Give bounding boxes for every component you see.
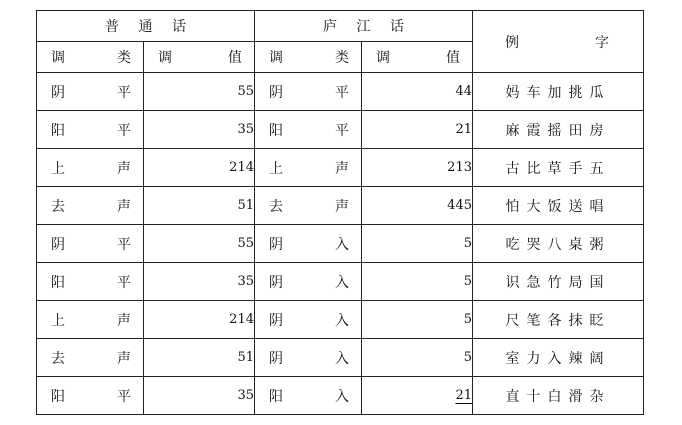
header-examples-char-1: 例: [505, 34, 519, 51]
lj-tone-class-char-2: 入: [335, 274, 349, 291]
pth-tone-value-cell: 55: [144, 73, 255, 111]
table-row: [37, 339, 644, 377]
example-chars-cell: 室力入辣阔: [473, 339, 644, 377]
table-row: [37, 73, 644, 111]
pth-tone-class-cell: [37, 377, 144, 415]
table-row: [37, 263, 644, 301]
lj-tone-class-char-2: 声: [335, 198, 349, 215]
pth-tone-class-cell: [37, 111, 144, 149]
lj-tone-class-cell: [255, 225, 362, 263]
lj-tone-value: 445: [447, 198, 472, 213]
lj-tone-class-char-1: 去: [269, 198, 283, 215]
lj-tone-value: 5: [463, 236, 472, 251]
header-putonghua-char-2: 通: [138, 19, 153, 35]
header-examples: [473, 11, 644, 73]
pth-tone-class-char-2: 声: [117, 160, 131, 177]
header-lj-tone-value-char-2: 值: [446, 50, 460, 66]
lj-tone-class-cell: [255, 149, 362, 187]
table-row: [37, 377, 644, 415]
table-row: [37, 301, 644, 339]
header-lujiang-char-1: 庐: [323, 19, 337, 35]
header-pth-tone-value-char-2: 值: [228, 50, 242, 66]
pth-tone-class-char-2: 声: [117, 198, 131, 215]
pth-tone-value-cell: 214: [144, 301, 255, 339]
pth-tone-class-cell: [37, 149, 144, 187]
pth-tone-class-char-1: 去: [51, 198, 65, 215]
lj-tone-value-cell: [362, 73, 473, 111]
header-pth-tone-class: [37, 42, 144, 73]
lj-tone-value: 5: [463, 312, 472, 327]
pth-tone-value-cell: 55: [144, 225, 255, 263]
lj-tone-value: 5: [463, 350, 472, 365]
pth-tone-value-cell: 214: [144, 149, 255, 187]
lj-tone-class-cell: [255, 73, 362, 111]
header-lujiang: [255, 11, 473, 42]
pth-tone-class-char-1: 阳: [51, 274, 65, 291]
header-examples-char-2: 字: [595, 34, 609, 51]
example-chars-cell: 古比草手五: [473, 149, 644, 187]
pth-tone-class-char-2: 平: [117, 122, 131, 139]
lj-tone-class-char-1: 阴: [269, 274, 283, 291]
pth-tone-class-char-1: 阴: [51, 84, 65, 101]
example-chars-cell: 直十白滑杂: [473, 377, 644, 415]
pth-tone-class-cell: [37, 301, 144, 339]
header-lj-tone-class: [255, 42, 362, 73]
lj-tone-class-char-1: 阴: [269, 312, 283, 329]
pth-tone-class-char-1: 阳: [51, 122, 65, 139]
header-row-groups: [37, 11, 644, 42]
header-lujiang-char-2: 江: [356, 19, 371, 35]
header-putonghua-char-1: 普: [105, 19, 119, 35]
header-lj-tone-value-char-1: 调: [376, 50, 390, 66]
lj-tone-value: 21: [455, 122, 472, 137]
header-putonghua: [37, 11, 255, 42]
lj-tone-class-char-1: 阳: [269, 122, 283, 139]
pth-tone-class-char-1: 阴: [51, 236, 65, 253]
lj-tone-class-cell: [255, 111, 362, 149]
pth-tone-class-char-1: 上: [51, 312, 65, 329]
lj-tone-class-char-2: 平: [335, 84, 349, 101]
lj-tone-value-cell: [362, 149, 473, 187]
pth-tone-class-char-1: 上: [51, 160, 65, 177]
lj-tone-value: 44: [455, 84, 472, 99]
pth-tone-class-char-1: 阳: [51, 388, 65, 405]
pth-tone-class-char-2: 声: [117, 312, 131, 329]
lj-tone-class-char-1: 阳: [269, 388, 283, 405]
lj-tone-value-cell: [362, 111, 473, 149]
lj-tone-class-cell: [255, 301, 362, 339]
pth-tone-class-char-2: 声: [117, 350, 131, 367]
pth-tone-value-cell: 35: [144, 263, 255, 301]
lj-tone-class-cell: [255, 339, 362, 377]
example-chars-cell: 麻霞摇田房: [473, 111, 644, 149]
lj-tone-class-cell: [255, 377, 362, 415]
pth-tone-class-char-2: 平: [117, 274, 131, 291]
pth-tone-class-cell: [37, 187, 144, 225]
lj-tone-class-char-2: 入: [335, 350, 349, 367]
pth-tone-class-cell: [37, 225, 144, 263]
header-pth-tone-value: [144, 42, 255, 73]
lj-tone-class-char-2: 入: [335, 388, 349, 405]
lj-tone-value: 5: [463, 274, 472, 289]
lj-tone-class-char-1: 阴: [269, 350, 283, 367]
example-chars-cell: 识急竹局国: [473, 263, 644, 301]
header-pth-tone-class-char-2: 类: [117, 50, 131, 66]
example-chars-cell: 妈车加挑瓜: [473, 73, 644, 111]
pth-tone-class-char-1: 去: [51, 350, 65, 367]
header-pth-tone-value-char-1: 调: [158, 50, 172, 66]
header-lj-tone-value: [362, 42, 473, 73]
table-row: [37, 111, 644, 149]
lj-tone-class-char-2: 声: [335, 160, 349, 177]
table-row: [37, 187, 644, 225]
lj-tone-value: 213: [447, 160, 472, 175]
header-lujiang-char-3: 话: [390, 19, 404, 35]
lj-tone-value-cell: [362, 377, 473, 415]
lj-tone-class-cell: [255, 263, 362, 301]
lj-tone-class-char-1: 阴: [269, 84, 283, 101]
pth-tone-class-cell: [37, 73, 144, 111]
pth-tone-value-cell: 51: [144, 339, 255, 377]
lj-tone-class-char-1: 阴: [269, 236, 283, 253]
pth-tone-value-cell: 35: [144, 377, 255, 415]
lj-tone-class-char-2: 入: [335, 312, 349, 329]
lj-tone-value-cell: [362, 187, 473, 225]
table-row: [37, 149, 644, 187]
pth-tone-class-cell: [37, 339, 144, 377]
tone-comparison-table: [36, 10, 644, 415]
pth-tone-class-char-2: 平: [117, 236, 131, 253]
lj-tone-class-cell: [255, 187, 362, 225]
lj-tone-value-cell: [362, 339, 473, 377]
lj-tone-value: 21: [455, 388, 472, 403]
pth-tone-class-char-2: 平: [117, 84, 131, 101]
lj-tone-value-cell: [362, 301, 473, 339]
pth-tone-class-char-2: 平: [117, 388, 131, 405]
pth-tone-class-cell: [37, 263, 144, 301]
example-chars-cell: 吃哭八桌粥: [473, 225, 644, 263]
lj-tone-class-char-2: 入: [335, 236, 349, 253]
lj-tone-value-cell: [362, 263, 473, 301]
table-body: [37, 73, 644, 415]
lj-tone-class-char-1: 上: [269, 160, 283, 177]
pth-tone-value-cell: 51: [144, 187, 255, 225]
header-lj-tone-class-char-1: 调: [269, 50, 283, 66]
header-putonghua-char-3: 话: [172, 19, 186, 35]
lj-tone-value-cell: [362, 225, 473, 263]
table-row: [37, 225, 644, 263]
pth-tone-value-cell: 35: [144, 111, 255, 149]
header-pth-tone-class-char-1: 调: [51, 50, 65, 66]
example-chars-cell: 怕大饭送唱: [473, 187, 644, 225]
header-lj-tone-class-char-2: 类: [335, 50, 349, 66]
lj-tone-class-char-2: 平: [335, 122, 349, 139]
example-chars-cell: 尺笔各抹眨: [473, 301, 644, 339]
